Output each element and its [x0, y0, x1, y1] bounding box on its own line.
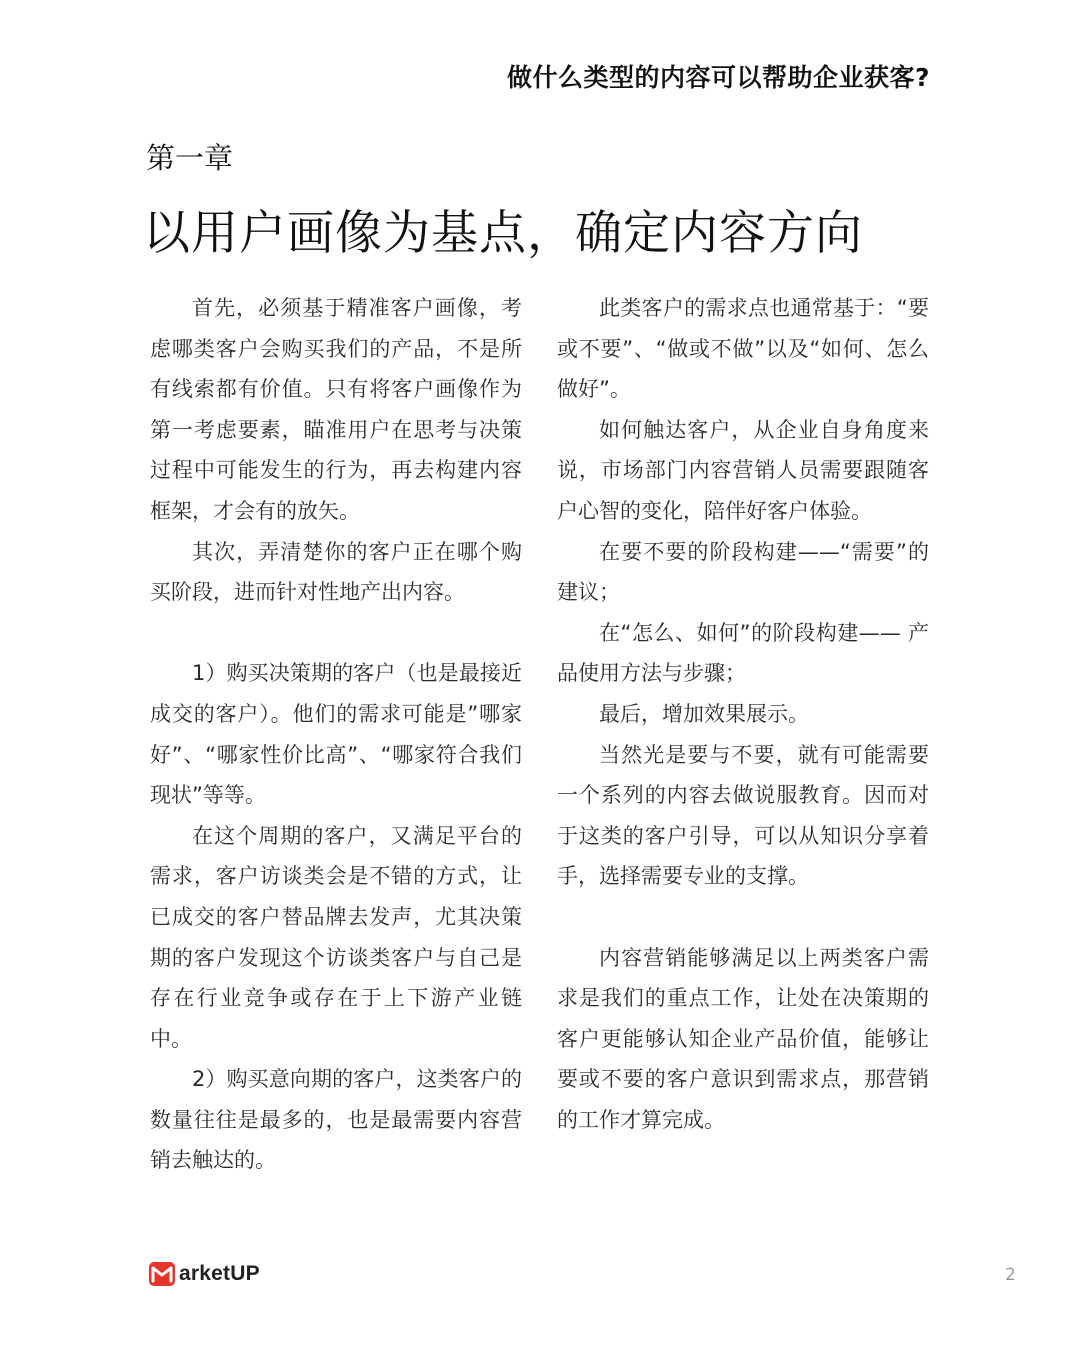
paragraph: 1）购买决策期的客户（也是最接近成交的客户）。他们的需求可能是”哪家好”、“哪家性价比高”、“哪家符合我们现状”等等。 [150, 661, 522, 808]
footer-logo [148, 1261, 260, 1287]
left-text-column [150, 288, 522, 1181]
paragraph: 在要不要的阶段构建——“需要”的建议； [557, 539, 929, 605]
paragraph: 2）购买意向期的客户，这类客户的数量往往是最多的，也是最需要内容营销去触达的。 [150, 1067, 522, 1173]
paragraph: 首先，必须基于精准客户画像，考虑哪类客户会购买我们的产品，不是所有线索都有价值。只有将客户画像作为第一考虑要素，瞄准用户在思考与决策过程中可能发生的行为，再去构建内容框架，才会有的放矢。 [150, 296, 522, 523]
right-text-column [557, 288, 929, 1140]
paragraph: 此类客户的需求点也通常基于：“要或不要”、“做或不做”以及“如何、怎么做好”。 [557, 296, 929, 402]
page-header-title: 做什么类型的内容可以帮助企业获客? [506, 63, 930, 92]
paragraph: 其次，弄清楚你的客户正在哪个购买阶段，进而针对性地产出内容。 [150, 539, 522, 605]
chapter-title: 以用户画像为基点，确定内容方向 [143, 206, 863, 261]
paragraph: 内容营销能够满足以上两类客户需求是我们的重点工作，让处在决策期的客户更能够认知企业产品价值，能够让要或不要的客户意识到需求点，那营销的工作才算完成。 [557, 945, 929, 1132]
paragraph: 在“怎么、如何”的阶段构建—— 产品使用方法与步骤； [557, 620, 929, 686]
paragraph: 当然光是要与不要，就有可能需要一个系列的内容去做说服教育。因而对于这类的客户引导，可以从知识分享着手，选择需要专业的支撑。 [557, 742, 929, 889]
paragraph: 如何触达客户，从企业自身角度来说，市场部门内容营销人员需要跟随客户心智的变化，陪伴好客户体验。 [557, 417, 929, 523]
paragraph-spacer [150, 613, 522, 654]
paragraph: 在这个周期的客户，又满足平台的需求，客户访谈类会是不错的方式，让已成交的客户替品牌去发声，尤其决策期的客户发现这个访谈类客户与自己是存在行业竞争或存在于上下游产业链中。 [150, 823, 522, 1051]
marketup-logo-icon [148, 1261, 176, 1287]
page-number: 2 [1005, 1265, 1016, 1285]
paragraph: 最后，增加效果展示。 [599, 701, 809, 726]
chapter-label: 第一章 [146, 141, 234, 175]
logo-wordmark: arketUP [179, 1262, 260, 1285]
paragraph-spacer [557, 897, 929, 938]
